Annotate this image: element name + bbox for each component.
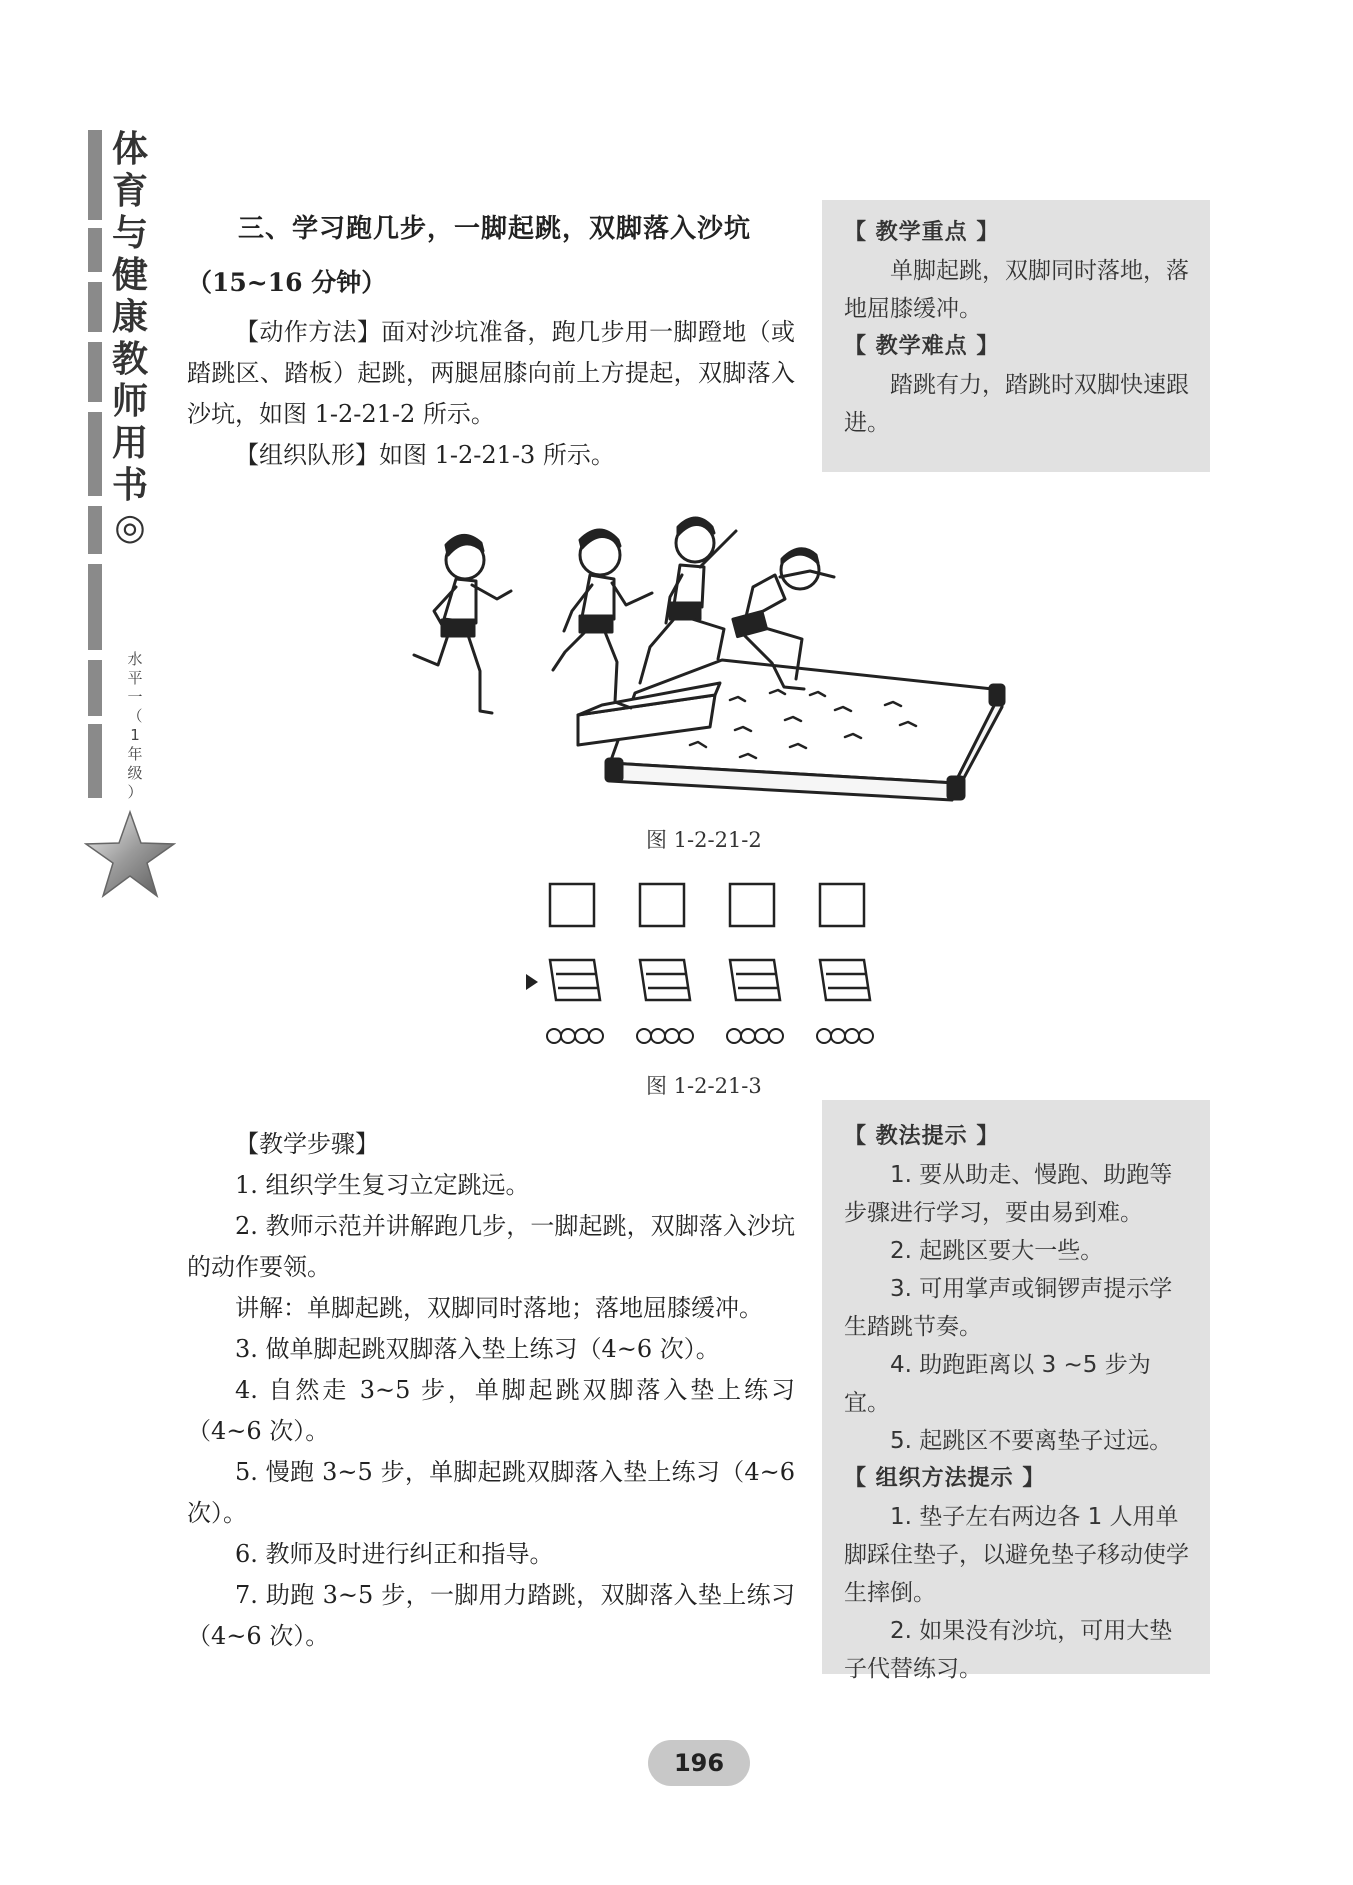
key-points-box	[822, 200, 1210, 472]
margin-bar	[88, 130, 102, 220]
margin-bar	[88, 564, 102, 650]
tip-item: 2. 起跳区要大一些。	[890, 1238, 1104, 1264]
grade-level: 水 平 一 （ 1 年 级 ）	[127, 650, 143, 801]
tips-heading: 【 教法提示 】	[844, 1124, 1000, 1149]
step-item: 讲解：单脚起跳，双脚同时落地；落地屈膝缓冲。	[235, 1294, 763, 1322]
margin-bar	[88, 342, 102, 402]
step-item: 6. 教师及时进行纠正和指导。	[235, 1540, 554, 1568]
org-tip-item: 2. 如果没有沙坑，可用大垫子代替练习。	[844, 1618, 1173, 1682]
steps-heading: 【教学步骤】	[235, 1130, 379, 1158]
long-jump-illustration	[390, 515, 1020, 805]
tip-item: 5. 起跳区不要离垫子过远。	[890, 1428, 1173, 1454]
section-duration: （15~16 分钟）	[187, 268, 387, 297]
margin-bar	[88, 282, 102, 332]
difficulty-text: 踏跳有力，踏跳时双脚快速跟进。	[844, 372, 1189, 436]
figure-3-caption: 图 1-2-21-3	[646, 1074, 762, 1098]
tip-item: 3. 可用掌声或铜锣声提示学生踏跳节奏。	[844, 1276, 1173, 1340]
tip-item: 4. 助跑距离以 3 ~5 步为宜。	[844, 1352, 1151, 1416]
margin-bar	[88, 724, 102, 798]
page-number: 196	[648, 1740, 750, 1786]
margin-bar	[88, 228, 102, 272]
runner-figure-1	[414, 535, 511, 713]
takeoff-boards	[550, 960, 870, 1000]
book-title: 体育与健康教师用书◎	[111, 128, 148, 548]
runner-figure-2	[553, 530, 652, 708]
jumper-figure-3	[640, 518, 736, 683]
margin-bar	[88, 412, 102, 496]
step-item: 1. 组织学生复习立定跳远。	[235, 1171, 530, 1199]
tip-item: 1. 要从助走、慢跑、助跑等步骤进行学习，要由易到难。	[844, 1162, 1173, 1226]
teaching-tips-box	[822, 1100, 1210, 1682]
section-title: 三、学习跑几步，一脚起跳，双脚落入沙坑	[238, 214, 752, 244]
step-item: 5. 慢跑 3~5 步，单脚起跳双脚落入垫上练习（4~6 次）。	[187, 1458, 795, 1527]
step-item: 4. 自然走 3~5 步，单脚起跳双脚落入垫上练习（4~6 次）。	[187, 1376, 795, 1445]
margin-bar	[88, 506, 102, 554]
method-paragraph	[187, 312, 795, 476]
student-groups	[547, 1029, 873, 1043]
teaching-steps	[187, 1124, 795, 1657]
key-heading: 【 教学重点 】	[844, 220, 1000, 245]
org-tips-heading: 【 组织方法提示 】	[844, 1466, 1046, 1491]
margin-bar	[88, 660, 102, 716]
difficulty-heading: 【 教学难点 】	[844, 334, 1000, 359]
key-text: 单脚起跳，双脚同时落地，落地屈膝缓冲。	[844, 258, 1189, 322]
step-item: 2. 教师示范并讲解跑几步，一脚起跳，双脚落入沙坑的动作要领。	[187, 1212, 795, 1281]
org-tip-item: 1. 垫子左右两边各 1 人用单脚踩住垫子，以避免垫子移动使学生摔倒。	[844, 1504, 1189, 1606]
step-item: 3. 做单脚起跳双脚落入垫上练习（4~6 次）。	[235, 1335, 720, 1363]
step-item: 7. 助跑 3~5 步，一脚用力踏跳，双脚落入垫上练习（4~6 次）。	[187, 1581, 795, 1650]
formation-text: 【组织队形】如图 1-2-21-3 所示。	[235, 441, 615, 469]
direction-arrow-icon	[526, 974, 538, 990]
star-icon	[84, 808, 176, 900]
target-squares	[550, 884, 864, 926]
figure-2-caption: 图 1-2-21-2	[646, 828, 762, 852]
action-method: 【动作方法】面对沙坑准备，跑几步用一脚蹬地（或踏跳区、踏板）起跳，两腿屈膝向前上方提起，双脚落入沙坑，如图 1-2-21-2 所示。	[187, 318, 795, 428]
formation-diagram	[520, 878, 880, 1050]
